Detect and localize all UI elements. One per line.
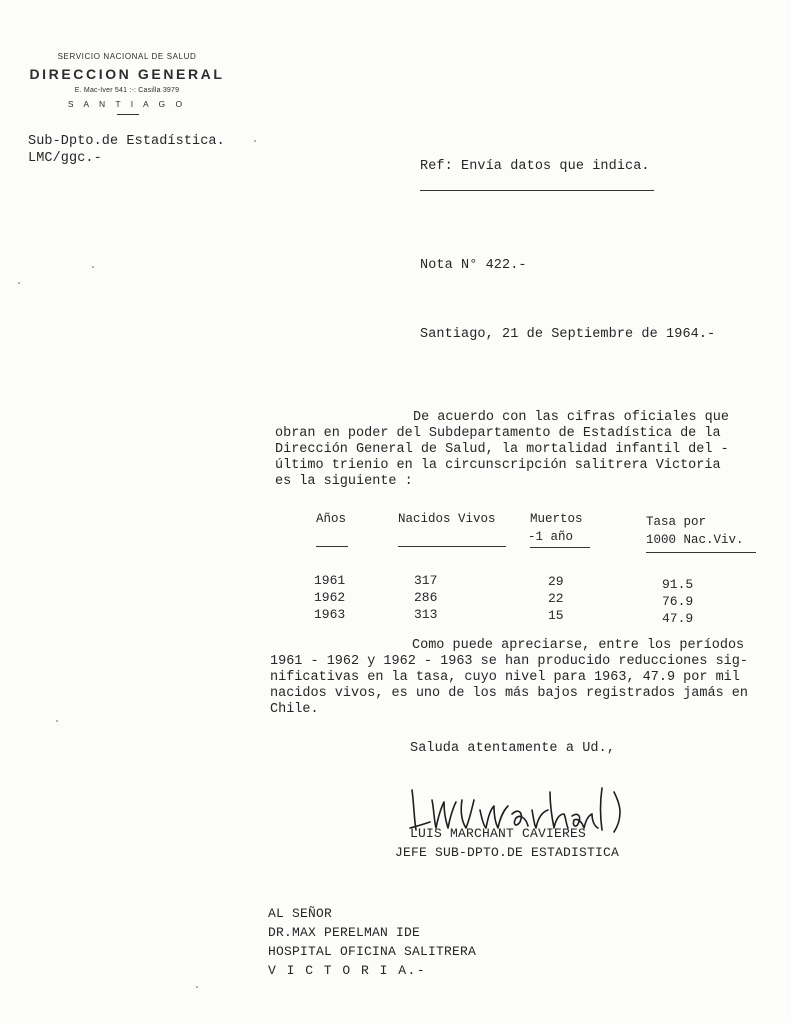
table-col-deaths xyxy=(548,573,564,624)
intro-line-1: De acuerdo con las cifras oficiales que xyxy=(413,410,729,425)
signer-name: LUIS MARCHANT CAVIERES xyxy=(410,826,587,841)
table-col-rate xyxy=(662,576,693,627)
table-row-2-rate: 76.9 xyxy=(662,594,694,609)
table-header-deaths-1: Muertos xyxy=(530,512,583,526)
department-line-1: Sub-Dpto.de Estadística. xyxy=(28,134,225,149)
table-header-rate-1: Tasa por xyxy=(646,515,707,529)
recipient-line-4: V I C T O R I A.- xyxy=(268,963,427,978)
conclusion-paragraph xyxy=(270,638,748,718)
table-row-3-births: 313 xyxy=(414,607,438,622)
department-line-2: LMC/ggc.- xyxy=(28,151,102,166)
table-header-rate-2: 1000 Nac.Viv. xyxy=(646,533,744,547)
scan-speck xyxy=(196,986,198,988)
conclusion-line-5: Chile. xyxy=(270,702,319,717)
table-row-2-year: 1962 xyxy=(314,590,346,605)
scan-speck xyxy=(18,282,20,284)
letterhead-directorate: DIRECCION GENERAL xyxy=(29,66,225,82)
table-row-2-deaths: 22 xyxy=(548,591,564,606)
letterhead-city: S A N T I A G O xyxy=(67,99,187,109)
note-number: Nota N° 422.- xyxy=(420,258,527,273)
table-header-births: Nacidos Vivos xyxy=(398,512,496,526)
letterhead-service: SERVICIO NACIONAL DE SALUD xyxy=(57,52,197,61)
conclusion-line-3: nificativas en la tasa, cuyo nivel para 1963, 47.9 por mil xyxy=(270,670,740,685)
table-col-year xyxy=(314,572,345,623)
table-header-year: Años xyxy=(316,512,347,526)
header-underline-births xyxy=(398,546,506,547)
conclusion-line-2: 1961 - 1962 y 1962 - 1963 se han producido reducciones sig- xyxy=(270,654,748,669)
recipient-line-3: HOSPITAL OFICINA SALITRERA xyxy=(268,944,477,959)
table-row-1-deaths: 29 xyxy=(548,574,564,589)
table-row-2-births: 286 xyxy=(414,590,438,605)
scan-speck xyxy=(56,720,58,722)
intro-line-3: Dirección General de Salud, la mortalidad infantil del - xyxy=(275,442,729,457)
reference-line: Ref: Envía datos que indica. xyxy=(420,159,650,174)
header-underline-rate xyxy=(646,552,756,553)
intro-line-5: es la siguiente : xyxy=(275,474,413,489)
intro-line-2: obran en poder del Subdepartamento de Estadística de la xyxy=(275,426,721,441)
table-row-3-year: 1963 xyxy=(314,607,346,622)
conclusion-line-4: nacidos vivos, es uno de los más bajos registrados jamás en xyxy=(270,686,748,701)
scan-speck xyxy=(254,140,256,142)
reference-underline xyxy=(420,190,654,191)
table-header-deaths-2: -1 año xyxy=(528,530,574,544)
table-row-1-rate: 91.5 xyxy=(662,577,694,592)
table-col-births xyxy=(414,572,437,623)
place-date: Santiago, 21 de Septiembre de 1964.- xyxy=(420,327,716,342)
recipient-line-2: DR.MAX PERELMAN IDE xyxy=(268,925,421,940)
recipient-line-1: AL SEÑOR xyxy=(268,906,333,921)
table-row-1-births: 317 xyxy=(414,573,438,588)
table-row-3-deaths: 15 xyxy=(548,608,564,623)
table-row-1-year: 1961 xyxy=(314,573,346,588)
intro-line-4: último trienio en la circunscripción salitrera Victoria xyxy=(275,458,721,473)
conclusion-line-1: Como puede apreciarse, entre los períodos xyxy=(412,638,745,653)
table-row-3-rate: 47.9 xyxy=(662,611,694,626)
letterhead-divider xyxy=(117,114,139,115)
header-underline-deaths xyxy=(530,547,590,548)
scan-speck xyxy=(92,266,94,268)
header-underline-year xyxy=(316,546,348,547)
signer-title: JEFE SUB-DPTO.DE ESTADISTICA xyxy=(395,845,620,860)
intro-paragraph xyxy=(275,410,729,490)
letterhead-address: E. Mac-Iver 541 :-: Casilla 3979 xyxy=(74,87,180,94)
closing-line: Saluda atentamente a Ud., xyxy=(410,741,616,756)
